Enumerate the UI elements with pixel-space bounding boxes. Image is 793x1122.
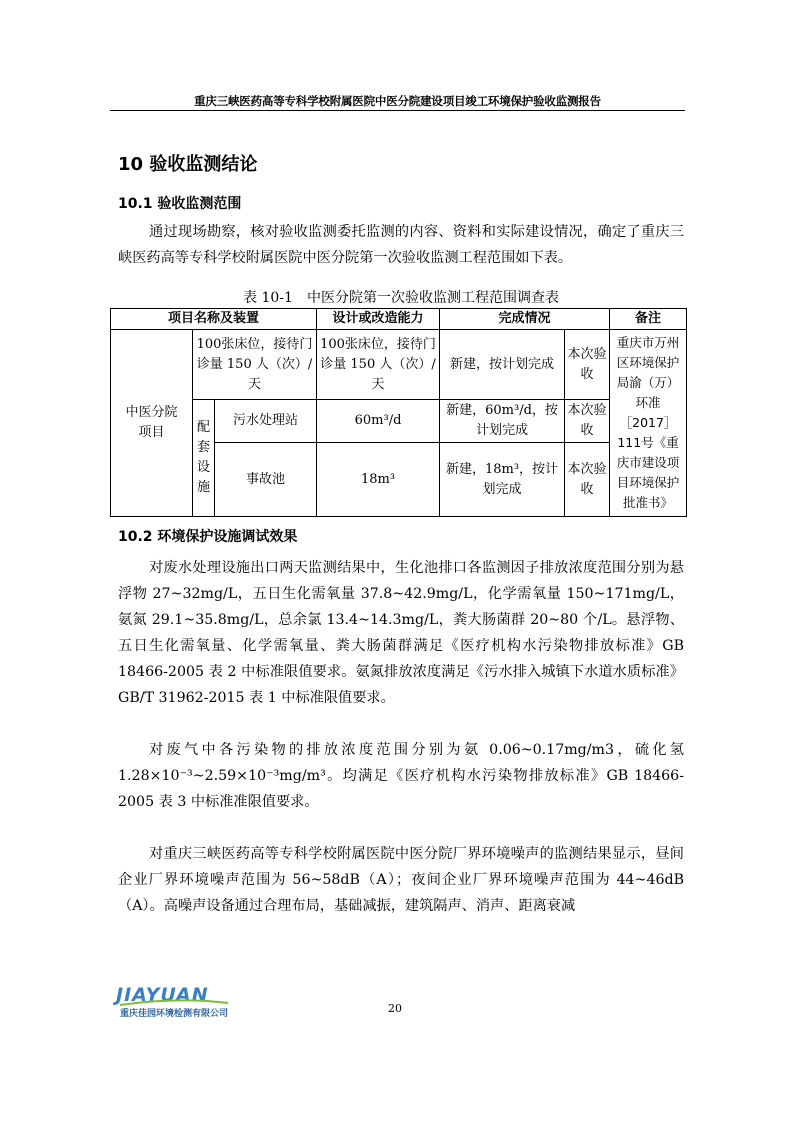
- row-name: 污水处理站: [215, 400, 317, 443]
- noise-paragraph: 对重庆三峡医药高等专科学校附属医院中医分院厂界环境噪声的监测结果显示，昼间企业厂界环境噪声范围为 56~58dB（A）；夜间企业厂界环境噪声范围为 44~46dB（A）。高噪声设备通过合理布局，基础减振，建筑隔声、消声、距离衰减: [118, 846, 684, 914]
- remark-cell: 重庆市万州区环境保护局渝（万）环准［2017］111号《重庆市建设项目环境保护批准书》: [610, 330, 687, 517]
- company-name: 重庆佳园环境检测有限公司: [120, 1009, 229, 1019]
- project-cell: 中医分院项目: [111, 330, 193, 517]
- row-status: 新建，按计划完成: [440, 330, 565, 400]
- wastewater-paragraph: 对废水处理设施出口两天监测结果中，生化池排口各监测因子排放浓度范围分别为悬浮物 27~32mg/L，五日生化需氧量 37.8~42.9mg/L，化学需氧量 150~171mg/L，氨氮 29.1~35.8mg/L，总余氯 13.4~14.3mg/L，粪大肠菌群 20~80 个/L。悬浮物、五日生化需氧量、化学需氧量、粪大肠菌群满足《医疗机构水污染物排放标准》GB 18466-2005 表 2 中标准限值要求。氨氮排放浓度满足《污水排入城镇下水道水质标准》GB/T 31962-2015 表 1 中标准限值要求。: [118, 560, 684, 706]
- page-number: 20: [388, 1002, 402, 1015]
- header-rule: [110, 110, 685, 111]
- table-row: [111, 330, 687, 400]
- header-item: 项目名称及装置: [111, 309, 317, 330]
- row-scope: 本次验收: [565, 330, 610, 400]
- scope-paragraph: 通过现场勘察，核对验收监测委托监测的内容、资料和实际建设情况，确定了重庆三峡医药高等专科学校附属医院中医分院第一次验收监测工程范围如下表。: [118, 224, 684, 266]
- table-header-row: [111, 309, 687, 330]
- row-capacity: 60m³/d: [317, 400, 440, 443]
- subsection-title-effect: 10.2 环境保护设施调试效果: [118, 529, 298, 545]
- row-scope: 本次验收: [565, 400, 610, 443]
- report-header: 重庆三峡医药高等专科学校附属医院中医分院建设项目竣工环境保护验收监测报告: [194, 94, 601, 108]
- row-scope: 本次验收: [565, 443, 610, 517]
- support-label: 配套设施: [193, 400, 215, 517]
- row-status: 新建，60m³/d，按计划完成: [440, 400, 565, 443]
- company-logo: JIAYUAN: [116, 984, 209, 1006]
- exhaust-paragraph: 对废气中各污染物的排放浓度范围分别为氨 0.06~0.17mg/m3，硫化氢 1.28×10⁻³~2.59×10⁻³mg/m³。均满足《医疗机构水污染物排放标准》GB 18466-2005 表 3 中标准准限值要求。: [118, 742, 684, 810]
- row-status: 新建，18m³，按计划完成: [440, 443, 565, 517]
- header-remark: 备注: [610, 309, 687, 330]
- header-status: 完成情况: [440, 309, 610, 330]
- subsection-title-scope: 10.1 验收监测范围: [118, 196, 242, 212]
- row-capacity: 100张床位，接待门诊量 150 人（次）/天: [317, 330, 440, 400]
- row-capacity: 18m³: [317, 443, 440, 517]
- table-caption: 表 10-1 中医分院第一次验收监测工程范围调查表: [243, 290, 559, 306]
- section-title: 10 验收监测结论: [118, 154, 258, 175]
- header-capacity: 设计或改造能力: [317, 309, 440, 330]
- row-name: 100张床位，接待门诊量 150 人（次）/天: [193, 330, 317, 400]
- scope-table: [110, 308, 687, 517]
- row-name: 事故池: [215, 443, 317, 517]
- table-row: [111, 400, 687, 443]
